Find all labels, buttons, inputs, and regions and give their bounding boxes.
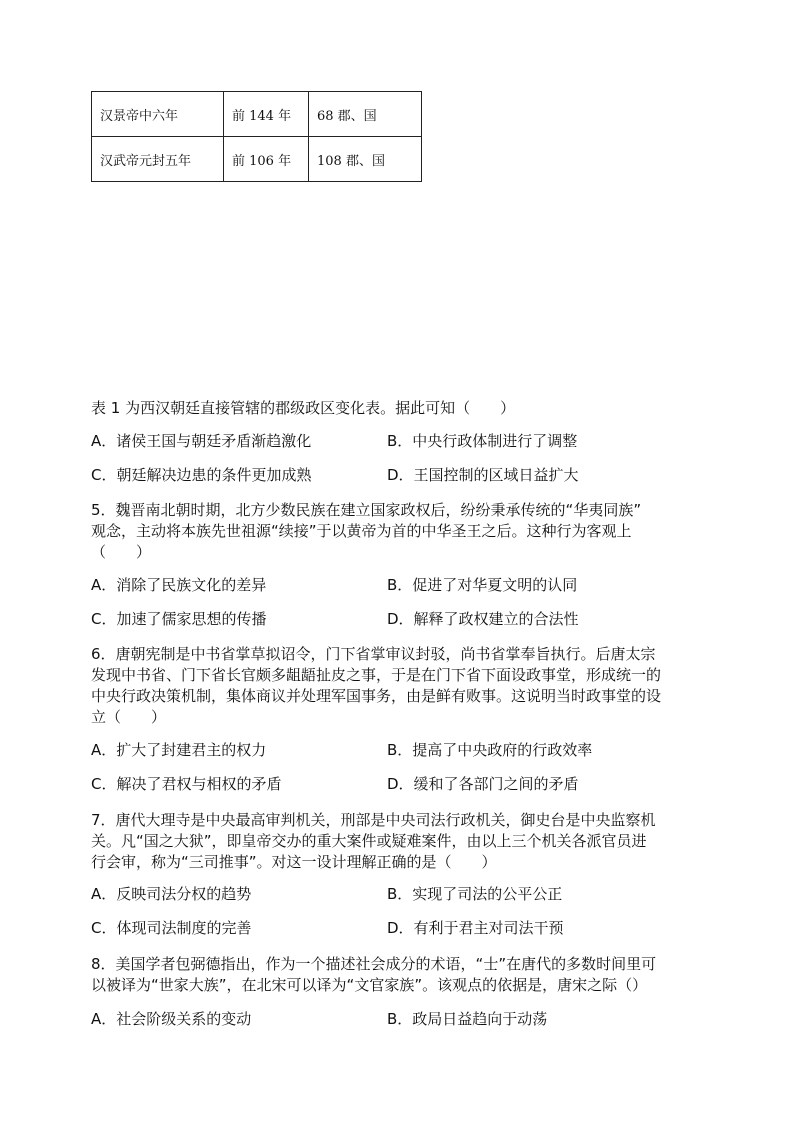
- q4-stem: 表 1 为西汉朝廷直接管辖的郡级政区变化表。据此可知（ ）: [91, 399, 516, 417]
- q5-option-c[interactable]: C．加速了儒家思想的传播: [91, 610, 267, 628]
- q8-stem-line-2: 以被译为“世家大族”，在北宋可以译为“文官家族”。该观点的依据是，唐宋之际（）: [91, 976, 648, 994]
- table-cell: 前 106 年: [224, 137, 309, 182]
- commandery-change-table: [91, 91, 422, 182]
- table-cell: 汉景帝中六年: [92, 92, 224, 137]
- q4-option-d[interactable]: D．王国控制的区域日益扩大: [387, 466, 579, 484]
- q6-option-c[interactable]: C．解决了君权与相权的矛盾: [91, 775, 282, 793]
- q7-option-a[interactable]: A．反映司法分权的趋势: [91, 885, 252, 903]
- q5-stem-line-3: （ ）: [91, 543, 152, 561]
- q5-option-a[interactable]: A．消除了民族文化的差异: [91, 576, 267, 594]
- q7-option-b[interactable]: B．实现了司法的公平公正: [387, 885, 563, 903]
- table-row: [92, 92, 422, 137]
- q7-stem-line-1: 7．唐代大理寺是中央最高审判机关，刑部是中央司法行政机关，御史台是中央监察机: [91, 811, 656, 829]
- q7-stem-line-2: 关。凡“国之大狱”，即皇帝交办的重大案件或疑难案件，由以上三个机关各派官员进: [91, 832, 647, 850]
- q8-stem-line-1: 8．美国学者包弼德指出，作为一个描述社会成分的术语，“士”在唐代的多数时间里可: [91, 955, 657, 973]
- q5-option-b[interactable]: B．促进了对华夏文明的认同: [387, 576, 578, 594]
- q6-stem-line-4: 立（ ）: [91, 708, 167, 726]
- q6-stem-line-1: 6．唐朝宪制是中书省掌草拟诏令，门下省掌审议封驳，尚书省掌奉旨执行。后唐太宗: [91, 645, 656, 663]
- table-row: [92, 137, 422, 182]
- table-cell: 108 郡、国: [309, 137, 422, 182]
- q6-option-b[interactable]: B．提高了中央政府的行政效率: [387, 741, 593, 759]
- q6-stem-line-2: 发现中书省、门下省长官颇多龃龉扯皮之事，于是在门下省下面设政事堂，形成统一的: [91, 666, 662, 684]
- q7-stem-line-3: 行会审，称为“三司推事”。对这一设计理解正确的是（ ）: [91, 853, 497, 871]
- q6-stem-line-3: 中央行政决策机制，集体商议并处理军国事务，由是鲜有败事。这说明当时政事堂的设: [91, 687, 662, 705]
- q4-option-c[interactable]: C．朝廷解决边患的条件更加成熟: [91, 466, 312, 484]
- table-cell: 68 郡、国: [309, 92, 422, 137]
- q7-option-c[interactable]: C．体现司法制度的完善: [91, 919, 252, 937]
- q8-option-a[interactable]: A．社会阶级关系的变动: [91, 1010, 252, 1028]
- q5-stem-line-1: 5．魏晋南北朝时期，北方少数民族在建立国家政权后，纷纷秉承传统的“华夷同族”: [91, 501, 642, 519]
- table-cell: 汉武帝元封五年: [92, 137, 224, 182]
- q4-option-b[interactable]: B．中央行政体制进行了调整: [387, 432, 578, 450]
- q4-option-a[interactable]: A．诸侯王国与朝廷矛盾渐趋激化: [91, 432, 312, 450]
- q5-option-d[interactable]: D．解释了政权建立的合法性: [387, 610, 579, 628]
- q8-option-b[interactable]: B．政局日益趋向于动荡: [387, 1010, 548, 1028]
- table-cell: 前 144 年: [224, 92, 309, 137]
- q6-option-d[interactable]: D．缓和了各部门之间的矛盾: [387, 775, 579, 793]
- q7-option-d[interactable]: D．有利于君主对司法干预: [387, 919, 564, 937]
- q5-stem-line-2: 观念，主动将本族先世祖源“续接”于以黄帝为首的中华圣王之后。这种行为客观上: [91, 522, 632, 540]
- q6-option-a[interactable]: A．扩大了封建君主的权力: [91, 741, 267, 759]
